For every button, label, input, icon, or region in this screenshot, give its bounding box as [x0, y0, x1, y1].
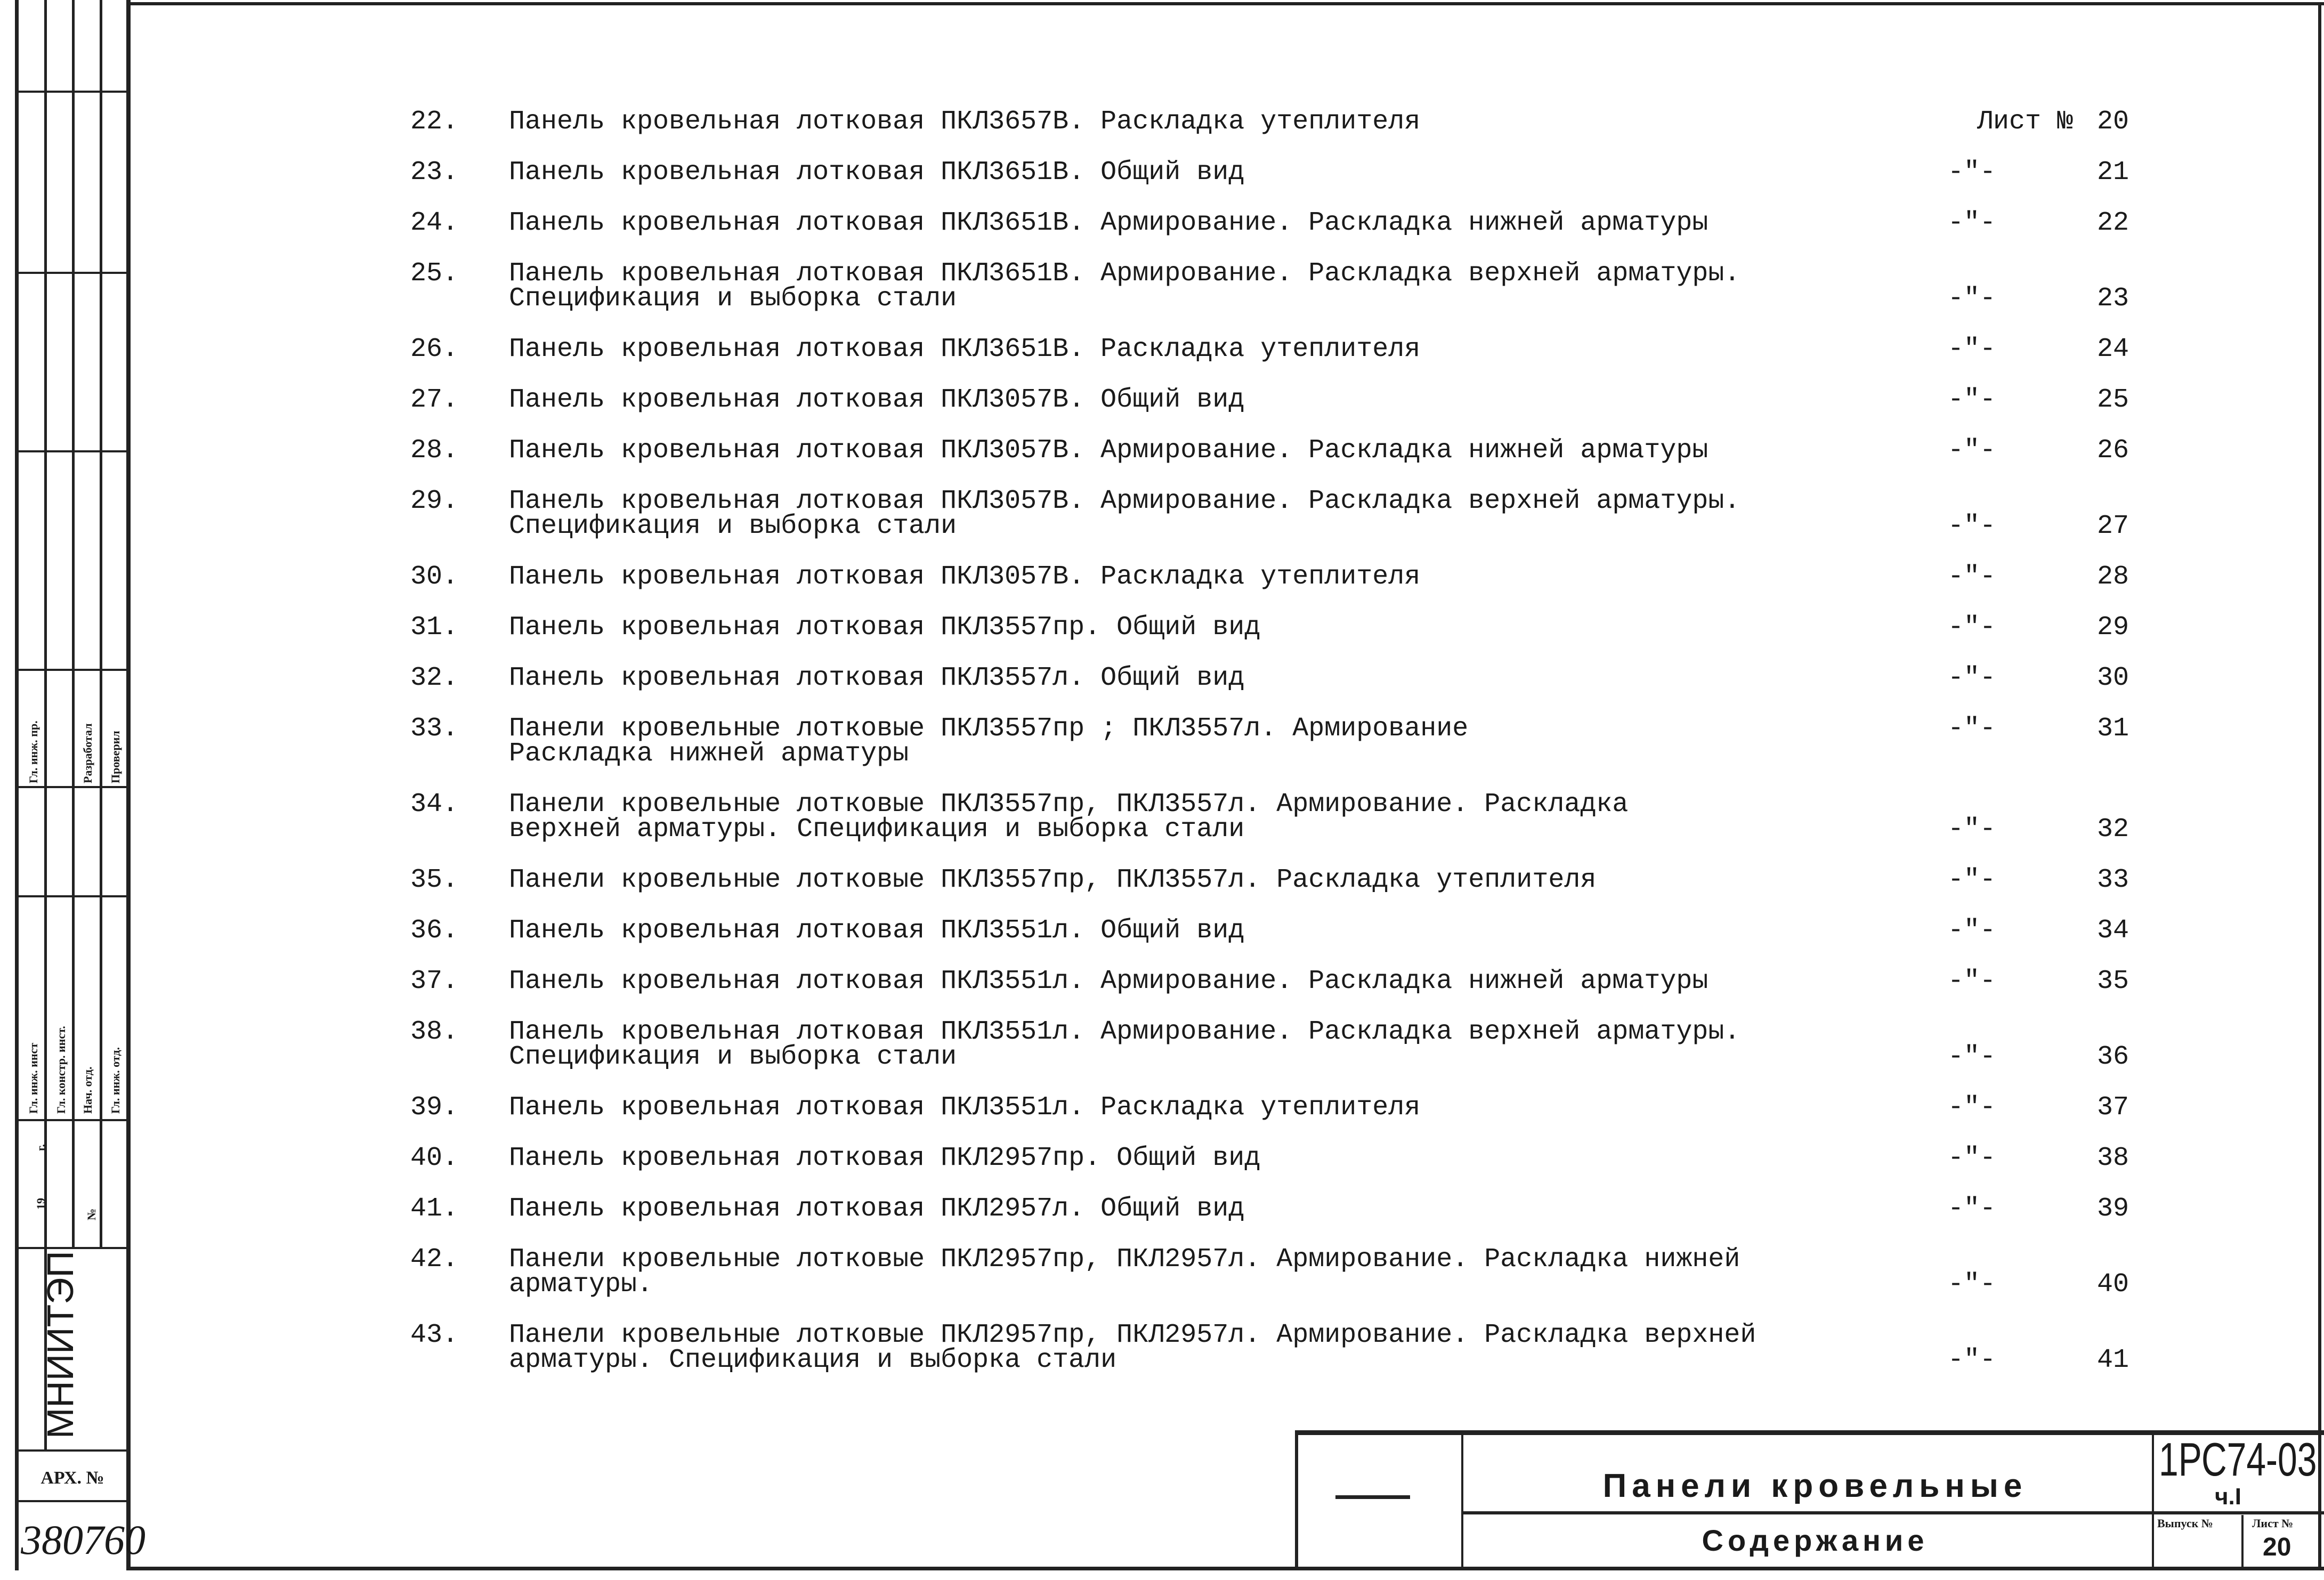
ditto-mark: -"-: [1948, 334, 1996, 364]
ditto-mark: -"-: [1948, 1194, 1996, 1224]
contents-row: [410, 486, 2142, 564]
row-sheet-number: 35: [2096, 966, 2129, 996]
contents-row: [410, 789, 2142, 868]
row-title: Панель кровельная лотковая ПКЛ3557пр. Общий вид: [509, 612, 1261, 643]
row-number: 33.: [410, 714, 459, 744]
strip-divider: [19, 1119, 126, 1121]
row-sheet-number: 21: [2096, 157, 2129, 188]
organization-name: МНИИТЭП: [39, 1251, 81, 1439]
row-title: Панель кровельная лотковая ПКЛ3551л. Армирование. Раскладка верхней арматуры. Спецификация и выборка стали: [509, 1017, 1740, 1072]
sheet-label: Лист №: [2252, 1517, 2294, 1530]
row-sheet-number: 34: [2096, 915, 2129, 946]
ditto-mark: -"-: [1948, 283, 1996, 314]
strip-divider: [44, 0, 47, 1449]
row-title: Панель кровельная лотковая ПКЛ3551л. Общий вид: [509, 915, 1245, 946]
row-number: 40.: [410, 1143, 459, 1173]
row-sheet-number: 20: [2096, 107, 2129, 137]
row-title: Панели кровельные лотковые ПКЛ3557пр, ПКЛ3557л. Армирование. Раскладка верхней арматуры. Спецификация и выборка стали: [509, 789, 1629, 845]
row-title: Панели кровельные лотковые ПКЛ2957пр, ПКЛ2957л. Армирование. Раскладка верхней арматуры. Спецификация и выборка стали: [509, 1320, 1756, 1375]
year-prefix: 19: [34, 1198, 47, 1210]
row-number: 43.: [410, 1320, 459, 1350]
contents-row: [410, 1196, 2142, 1247]
label-chief-engineer-inst: Гл. инж. инст: [27, 1042, 40, 1114]
sheet-number: 20: [2263, 1533, 2291, 1561]
ditto-mark: -"-: [1948, 1092, 1996, 1123]
ditto-mark: -"-: [1948, 157, 1996, 188]
document-code: 1РС74-03: [2159, 1433, 2317, 1486]
row-title: Панель кровельная лотковая ПКЛ3057В. Раскладка утеплителя: [509, 562, 1421, 592]
row-sheet-number: 31: [2096, 714, 2129, 744]
row-number: 34.: [410, 789, 459, 820]
row-title: Панели кровельные лотковые ПКЛ2957пр, ПКЛ2957л. Армирование. Раскладка нижней арматуры.: [509, 1244, 1740, 1300]
tb-divider: [1461, 1435, 1463, 1568]
row-number: 26.: [410, 334, 459, 364]
row-sheet-number: 38: [2096, 1143, 2129, 1173]
ditto-mark: -"-: [1948, 1042, 1996, 1072]
strip-divider: [72, 0, 75, 1247]
ditto-mark: -"-: [1948, 1269, 1996, 1300]
ditto-mark: -"-: [1948, 966, 1996, 996]
row-number: 32.: [410, 663, 459, 693]
contents-row: [410, 435, 2142, 489]
row-title: Панель кровельная лотковая ПКЛ3551л. Армирование. Раскладка нижней арматуры: [509, 966, 1708, 996]
row-title: Панели кровельные лотковые ПКЛ3557пр ; ПКЛ3557л. Армирование Раскладка нижней арматуры: [509, 714, 1469, 769]
contents-row: [410, 663, 2142, 716]
contents-row: [410, 334, 2142, 387]
strip-divider: [19, 895, 126, 897]
ditto-mark: -"-: [1948, 511, 1996, 541]
contents-row: [410, 387, 2142, 438]
label-chief-designer: Гл. констр. инст.: [54, 1026, 68, 1114]
side-stamp-strip: [15, 0, 145, 1570]
row-sheet-number: 37: [2096, 1092, 2129, 1123]
row-sheet-number: 25: [2096, 385, 2129, 415]
strip-divider: [19, 669, 126, 671]
row-sheet-number: 39: [2096, 1194, 2129, 1224]
row-sheet-number: 36: [2096, 1042, 2129, 1072]
tb-divider: [2241, 1515, 2244, 1568]
row-number: 38.: [410, 1017, 459, 1047]
label-head-dept: Нач. отд.: [81, 1066, 94, 1114]
ditto-mark: -"-: [1948, 562, 1996, 592]
row-title: Панель кровельная лотковая ПКЛ3651В. Общий вид: [509, 157, 1245, 188]
empty-field-dash: [1335, 1495, 1410, 1499]
contents-row: [410, 915, 2142, 969]
row-title: Панель кровельная лотковая ПКЛ2957пр. Общий вид: [509, 1143, 1261, 1173]
contents-row: [410, 1320, 2142, 1398]
ditto-mark: -"-: [1948, 1143, 1996, 1173]
row-number: 28.: [410, 435, 459, 466]
row-number: 30.: [410, 562, 459, 592]
row-number: 22.: [410, 107, 459, 137]
row-number: 31.: [410, 612, 459, 643]
row-sheet-number: 33: [2096, 865, 2129, 895]
strip-divider: [19, 1449, 126, 1452]
ditto-mark: -"-: [1948, 915, 1996, 946]
contents-row: [410, 716, 2142, 792]
title-block: [1295, 1430, 2324, 1568]
ditto-mark: -"-: [1948, 385, 1996, 415]
contents-row: [410, 865, 2142, 918]
label-developed: Разработал: [81, 723, 94, 783]
row-number: 35.: [410, 865, 459, 895]
row-sheet-number: 27: [2096, 511, 2129, 541]
row-number: 25.: [410, 258, 459, 289]
row-sheet-number: 26: [2096, 435, 2129, 466]
strip-divider: [19, 1247, 126, 1249]
contents-row: [410, 210, 2142, 261]
ditto-mark: -"-: [1948, 865, 1996, 895]
strip-divider: [100, 0, 102, 1247]
year-suffix: г.: [34, 1144, 47, 1151]
document-part: ч.I: [2215, 1484, 2241, 1510]
contents-row: [410, 157, 2142, 210]
number-mark: №: [85, 1208, 98, 1220]
contents-row: [410, 258, 2142, 337]
row-number: 42.: [410, 1244, 459, 1275]
row-sheet-number: 40: [2096, 1269, 2129, 1300]
row-sheet-number: 29: [2096, 612, 2129, 643]
contents-row: [410, 564, 2142, 615]
ditto-mark: -"-: [1948, 1345, 1996, 1375]
strip-divider: [19, 272, 126, 274]
issue-label: Выпуск №: [2157, 1517, 2213, 1530]
row-title: Панель кровельная лотковая ПКЛ3057В. Армирование. Раскладка нижней арматуры: [509, 435, 1708, 466]
label-chief-engineer-project: Гл. инж. пр.: [27, 720, 40, 783]
contents-row: [410, 1244, 2142, 1323]
ditto-mark: -"-: [1948, 714, 1996, 744]
row-title: Панель кровельная лотковая ПКЛ3557л. Общий вид: [509, 663, 1245, 693]
row-sheet-number: 41: [2096, 1345, 2129, 1375]
row-title: Панель кровельная лотковая ПКЛ3551л. Раскладка утеплителя: [509, 1092, 1421, 1123]
row-sheet-number: 30: [2096, 663, 2129, 693]
contents-row: [410, 1019, 2142, 1095]
row-sheet-number: 32: [2096, 814, 2129, 845]
drawing-title: Панели кровельные: [1602, 1468, 2028, 1504]
row-sheet-number: 22: [2096, 208, 2129, 238]
contents-row: [410, 966, 2142, 1019]
contents-row: [410, 1143, 2142, 1196]
contents-row: [410, 1092, 2142, 1146]
row-number: 39.: [410, 1092, 459, 1123]
label-chief-engineer-dept: Гл. инж. отд.: [109, 1047, 122, 1114]
archive-label: АРХ. №: [41, 1468, 104, 1488]
row-title: Панель кровельная лотковая ПКЛ3057В. Общий вид: [509, 385, 1245, 415]
ditto-mark: -"-: [1948, 435, 1996, 466]
row-number: 24.: [410, 208, 459, 238]
strip-divider: [19, 786, 126, 788]
row-number: 23.: [410, 157, 459, 188]
row-sheet-number: 23: [2096, 283, 2129, 314]
row-number: 36.: [410, 915, 459, 946]
ditto-mark: -"-: [1948, 663, 1996, 693]
row-title: Панель кровельная лотковая ПКЛ3057В. Армирование. Раскладка верхней арматуры. Спецификация и выборка стали: [509, 486, 1740, 541]
strip-divider: [19, 450, 126, 452]
row-sheet-number: 24: [2096, 334, 2129, 364]
row-title: Панель кровельная лотковая ПКЛ3651В. Армирование. Раскладка верхней арматуры. Спецификация и выборка стали: [509, 258, 1740, 314]
contents-row: [410, 612, 2142, 666]
row-number: 37.: [410, 966, 459, 996]
row-title: Панель кровельная лотковая ПКЛ3657В. Раскладка утеплителя: [509, 107, 1421, 137]
row-title: Панель кровельная лотковая ПКЛ2957л. Общий вид: [509, 1194, 1245, 1224]
row-number: 27.: [410, 385, 459, 415]
contents-list: [410, 109, 2142, 1398]
label-checked: Проверил: [109, 731, 122, 783]
ditto-mark: -"-: [1948, 612, 1996, 643]
row-number: 41.: [410, 1194, 459, 1224]
frame-top-border: [128, 2, 2324, 5]
row-title: Панели кровельные лотковые ПКЛ3557пр, ПКЛ3557л. Раскладка утеплителя: [509, 865, 1597, 895]
row-sheet-number: 28: [2096, 562, 2129, 592]
row-title: Панель кровельная лотковая ПКЛ3651В. Армирование. Раскладка нижней арматуры: [509, 208, 1708, 238]
ditto-mark: -"-: [1948, 208, 1996, 238]
row-title: Панель кровельная лотковая ПКЛ3651В. Раскладка утеплителя: [509, 334, 1421, 364]
strip-divider: [19, 1500, 126, 1502]
tb-divider: [1461, 1511, 2324, 1514]
sheet-column-header: Лист №: [1977, 107, 2074, 137]
drawing-subtitle: Содержание: [1702, 1524, 1929, 1557]
contents-row: [410, 109, 2142, 160]
strip-divider: [19, 91, 126, 93]
frame-right-border: [2318, 2, 2321, 1569]
ditto-mark: -"-: [1948, 814, 1996, 845]
archive-number: 380760: [21, 1517, 145, 1563]
row-number: 29.: [410, 486, 459, 516]
